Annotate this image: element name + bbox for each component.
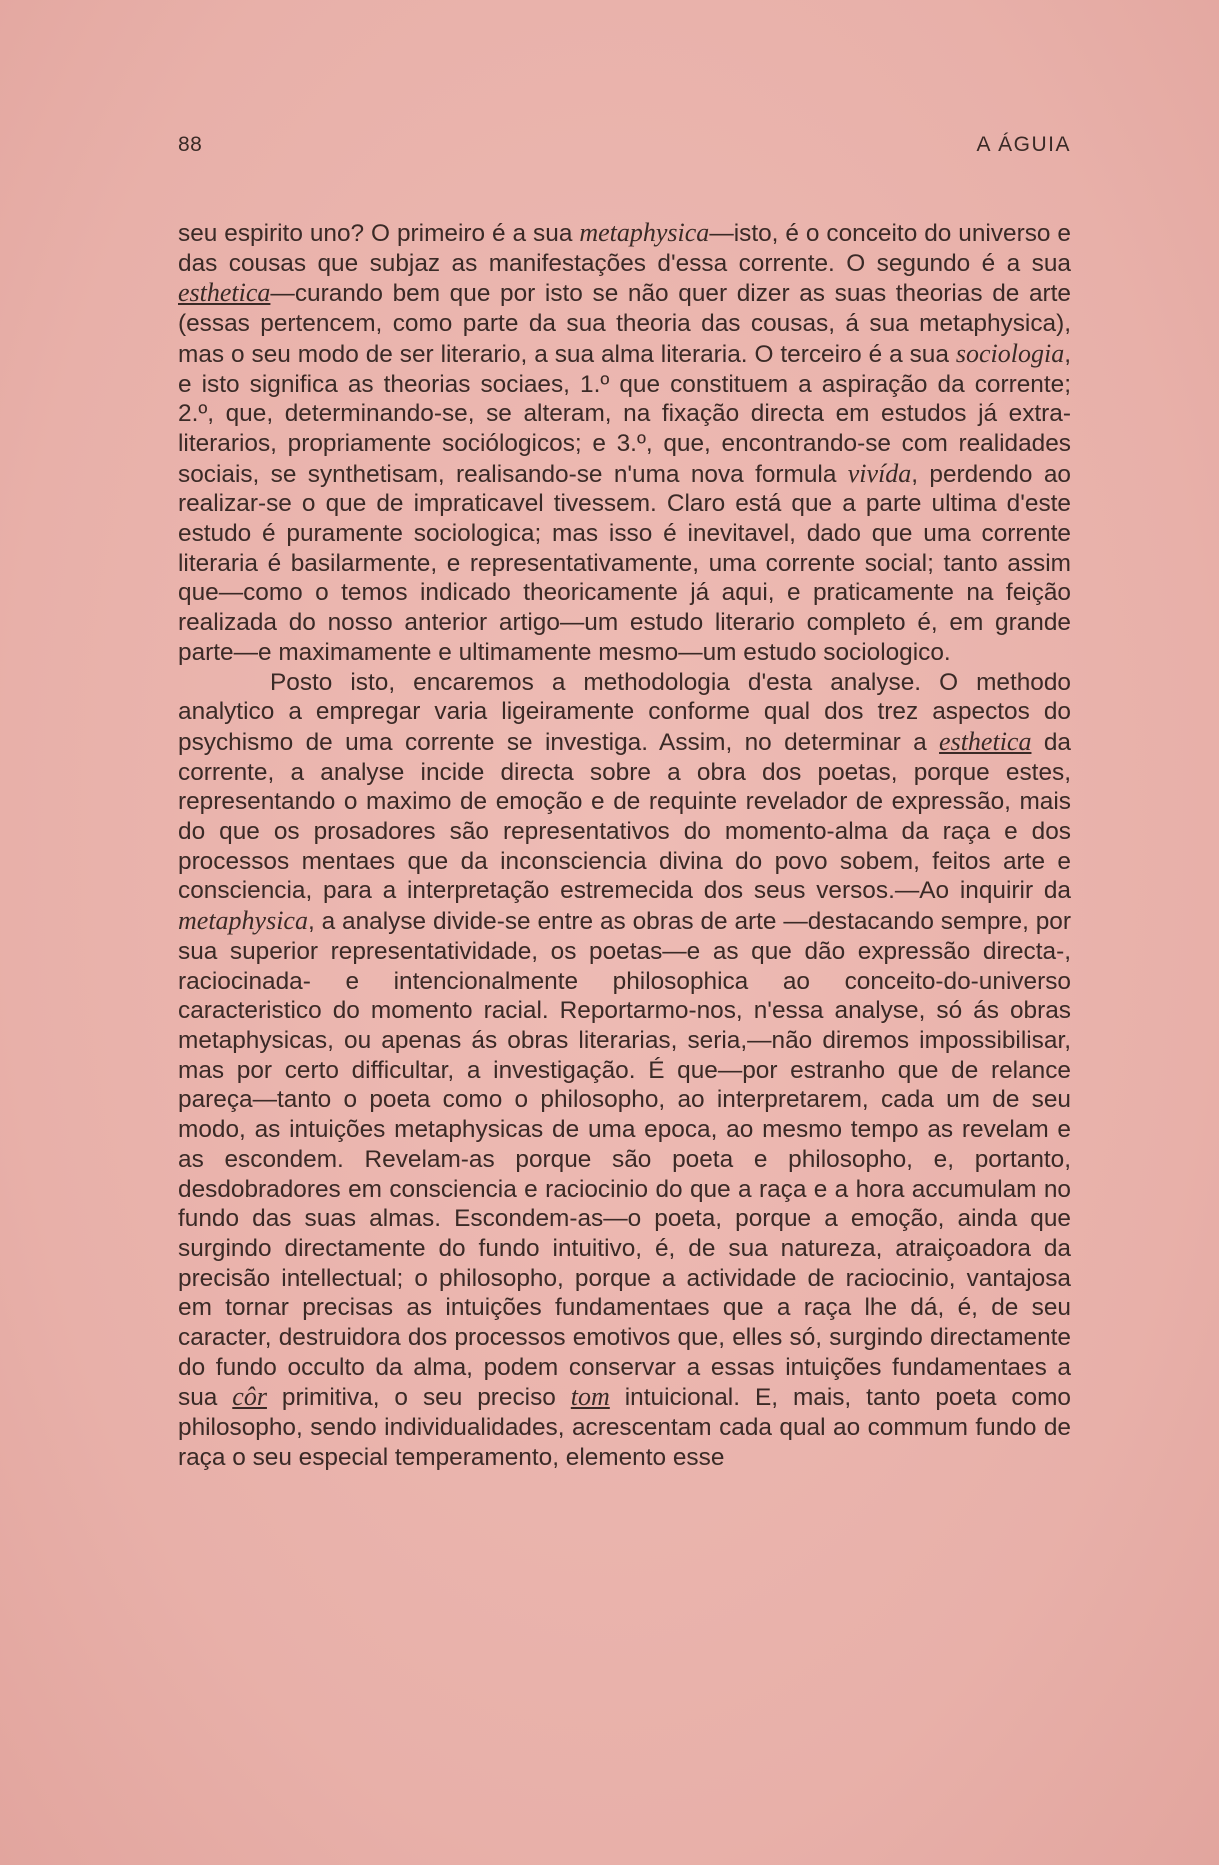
paragraph-2: [178, 668, 1071, 1473]
italic-term: esthetica: [178, 278, 271, 308]
italic-term: tom: [570, 1382, 610, 1412]
text-run: Posto isto, encaremos a methodologia d'esta analyse. O methodo analytico a empregar varia ligeiramente conforme qual dos trez aspectos do psychismo de uma corrente se investiga. Assim, no determinar a: [178, 668, 1071, 756]
italic-term: metaphysica: [579, 218, 710, 247]
page-number: 88: [178, 133, 203, 156]
italic-term: sociologia: [955, 338, 1065, 368]
text-run: , e isto significa as theorias sociaes, 1.º que constituem a aspiração da corrente; 2.º, que, determinando-se, se alteram, na fixação directa em estudos já extra-literarios, propriamente sociólogicos; e 3.º, que, encontrando-se com realidades sociais, se synthetisam, realisando-se n'uma nova formula: [178, 340, 1071, 488]
running-title: A ÁGUIA: [976, 133, 1071, 156]
text-run: —curando bem que por isto se não quer dizer as suas theorias de arte (essas pertencem, como parte da sua theoria das cousas, á sua metaphysica), mas o seu modo de ser literario, a sua alma literaria. O terceiro é a sua: [178, 280, 1071, 368]
text-run: , a analyse divide-se entre as obras de arte —destacando sempre, por sua superior representatividade, os poetas—e as que dão expressão directa-, raciocinada- e intencionalmente philosophica ao conceito-do-universo caracteristico do momento racial. Reportarmo-nos, n'essa analyse, só ás obras metaphysicas, ou apenas ás obras literarias, seria,—não diremos impossibilisar, mas por certo difficultar, a investigação. É que—por estranho que de relance pareça—tanto o poeta como o philosopho, ao interpretarem, cada um de seu modo, as intuições metaphysicas de uma epoca, ao mesmo tempo as revelam e as escondem. Revelam-as porque são poeta e philosopho, e, portanto, desdobradores em consciencia e raciocinio do que a raça e a hora accumulam no fundo das suas almas. Escondem-as—o poeta, porque a emoção, ainda que surgindo directamente do fundo intuitivo, é, de sua natureza, atraiçoadora da precisão intellectual; o philosopho, porque a actividade de raciocinio, vantajosa em tornar precisas as intuições fundamentaes que a raça lhe dá, é, de seu caracter, destruidora dos processos emotivos que, elles só, surgindo directamente do fundo occulto da alma, podem conservar a essas intuições fundamentaes a sua: [178, 908, 1071, 1412]
text-run: —isto, é o conceito do universo e das cousas que subjaz as manifestações d'essa corrente. O segundo é a sua: [178, 220, 1071, 277]
italic-term: esthetica: [939, 726, 1032, 756]
text-run: intuicional. E, mais, tanto poeta como philosopho, sendo individualidades, acrescentam cada qual ao commum fundo de raça o seu especial temperamento, elemento esse: [178, 1384, 1071, 1471]
text-run: da corrente, a analyse incide directa sobre a obra dos poetas, porque estes, representando o maximo de emoção e de requinte revelador de expressão, mais do que os prosadores são representativos do momento-alma da raça e dos processos mentaes que da inconsciencia divina do povo sobem, feitos arte e consciencia, para a interpretação estremecida dos seus versos.—Ao inquirir da: [178, 728, 1071, 905]
text-run: primitiva, o seu preciso: [266, 1384, 571, 1412]
italic-term: côr: [232, 1382, 267, 1412]
italic-term: metaphysica: [178, 906, 308, 936]
text-run: , perdendo ao realizar-se o que de impraticavel tivessem. Claro está que a parte ultima d'este estudo é puramente sociologica; mas isso é inevitavel, dado que uma corrente literaria é basilarmente, e representativamente, uma corrente social; tanto assim que—como o temos indicado theoricamente já aqui, e praticamente na feição realizada do nosso anterior artigo—um estudo literario completo é, em grande parte—e maximamente e ultimamente mesmo—um estudo sociologico.: [178, 460, 1071, 666]
text-run: seu espirito uno? O primeiro é a sua: [178, 220, 580, 247]
italic-term: vivída: [847, 458, 912, 488]
body-text: [178, 218, 1071, 1473]
page-header: [178, 133, 1071, 163]
paragraph-1: [178, 218, 1071, 668]
